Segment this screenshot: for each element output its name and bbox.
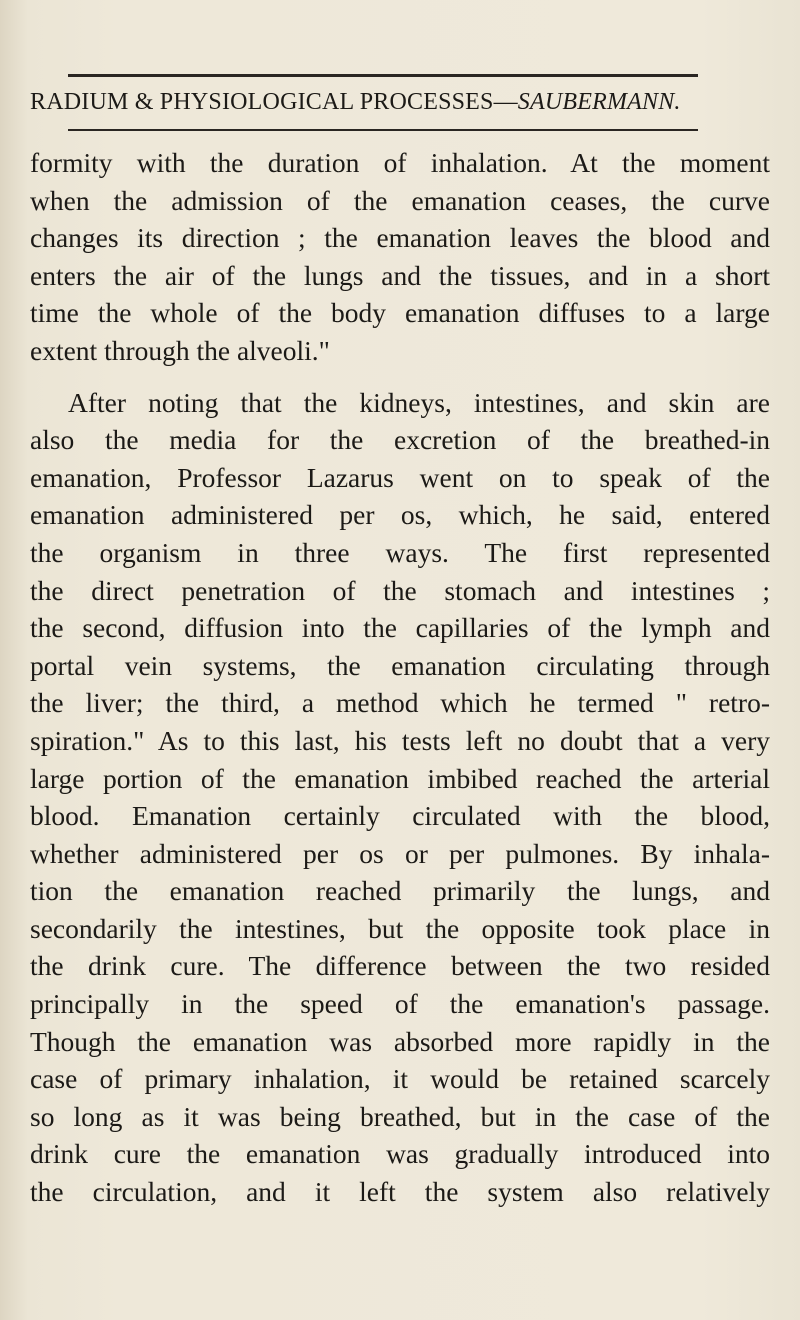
text-line: formity with the duration of inhalation. At the moment — [30, 147, 770, 178]
text-line: emanation administered per os, which, he said, entered — [30, 499, 770, 531]
text-line: blood. Emanation certainly circulated with the blood, — [30, 800, 770, 832]
text-line: the circulation, and it left the system also relatively — [30, 1176, 770, 1208]
paragraph — [30, 144, 770, 370]
text-line: principally in the speed of the emanation's passage. — [30, 988, 770, 1020]
text-line: tion the emanation reached primarily the lungs, and — [30, 875, 770, 907]
text-line: large portion of the emanation imbibed reached the arterial — [30, 762, 770, 794]
text-line: emanation, Professor Lazarus went on to speak of the — [30, 461, 770, 493]
text-line: After noting that the kidneys, intestines, and skin are — [68, 386, 770, 418]
text-line: whether administered per os or per pulmones. By inhala- — [30, 837, 770, 869]
text-line: the liver; the third, a method which he termed " retro- — [30, 687, 770, 719]
running-head-author: SAUBERMANN. — [517, 89, 681, 115]
text-line: the second, diffusion into the capillaries of the lymph and — [30, 612, 770, 644]
body-text — [30, 144, 770, 1211]
running-head-title: RADIUM & PHYSIOLOGICAL PROCESSES— — [30, 89, 518, 115]
text-line: changes its direction ; the emanation leaves the blood and — [30, 222, 770, 254]
text-line: portal vein systems, the emanation circulating through — [30, 649, 770, 681]
text-line: the drink cure. The difference between the two resided — [30, 950, 770, 982]
text-line: the direct penetration of the stomach and intestines ; — [30, 574, 770, 606]
text-line: Though the emanation was absorbed more rapidly in the — [30, 1025, 770, 1057]
paragraph — [30, 384, 770, 1211]
text-line: extent through the alveoli." — [30, 334, 330, 366]
text-line: enters the air of the lungs and the tissues, and in a short — [30, 259, 770, 291]
text-line: secondarily the intestines, but the opposite took place in — [30, 912, 770, 944]
running-head — [30, 87, 770, 117]
paragraph-gap — [30, 370, 770, 384]
text-line: time the whole of the body emanation diffuses to a large — [30, 297, 770, 329]
header-rule-bottom — [68, 129, 698, 131]
text-line: case of primary inhalation, it would be retained scarcely — [30, 1063, 770, 1095]
text-line: drink cure the emanation was gradually introduced into — [30, 1138, 770, 1170]
text-line: also the media for the excretion of the breathed-in — [30, 424, 770, 456]
text-line: when the admission of the emanation ceases, the curve — [30, 184, 770, 216]
text-line: so long as it was being breathed, but in the case of the — [30, 1100, 770, 1132]
text-line: the organism in three ways. The first represented — [30, 536, 770, 568]
text-line: spiration." As to this last, his tests left no doubt that a very — [30, 724, 770, 756]
header-rule-top — [68, 74, 698, 77]
